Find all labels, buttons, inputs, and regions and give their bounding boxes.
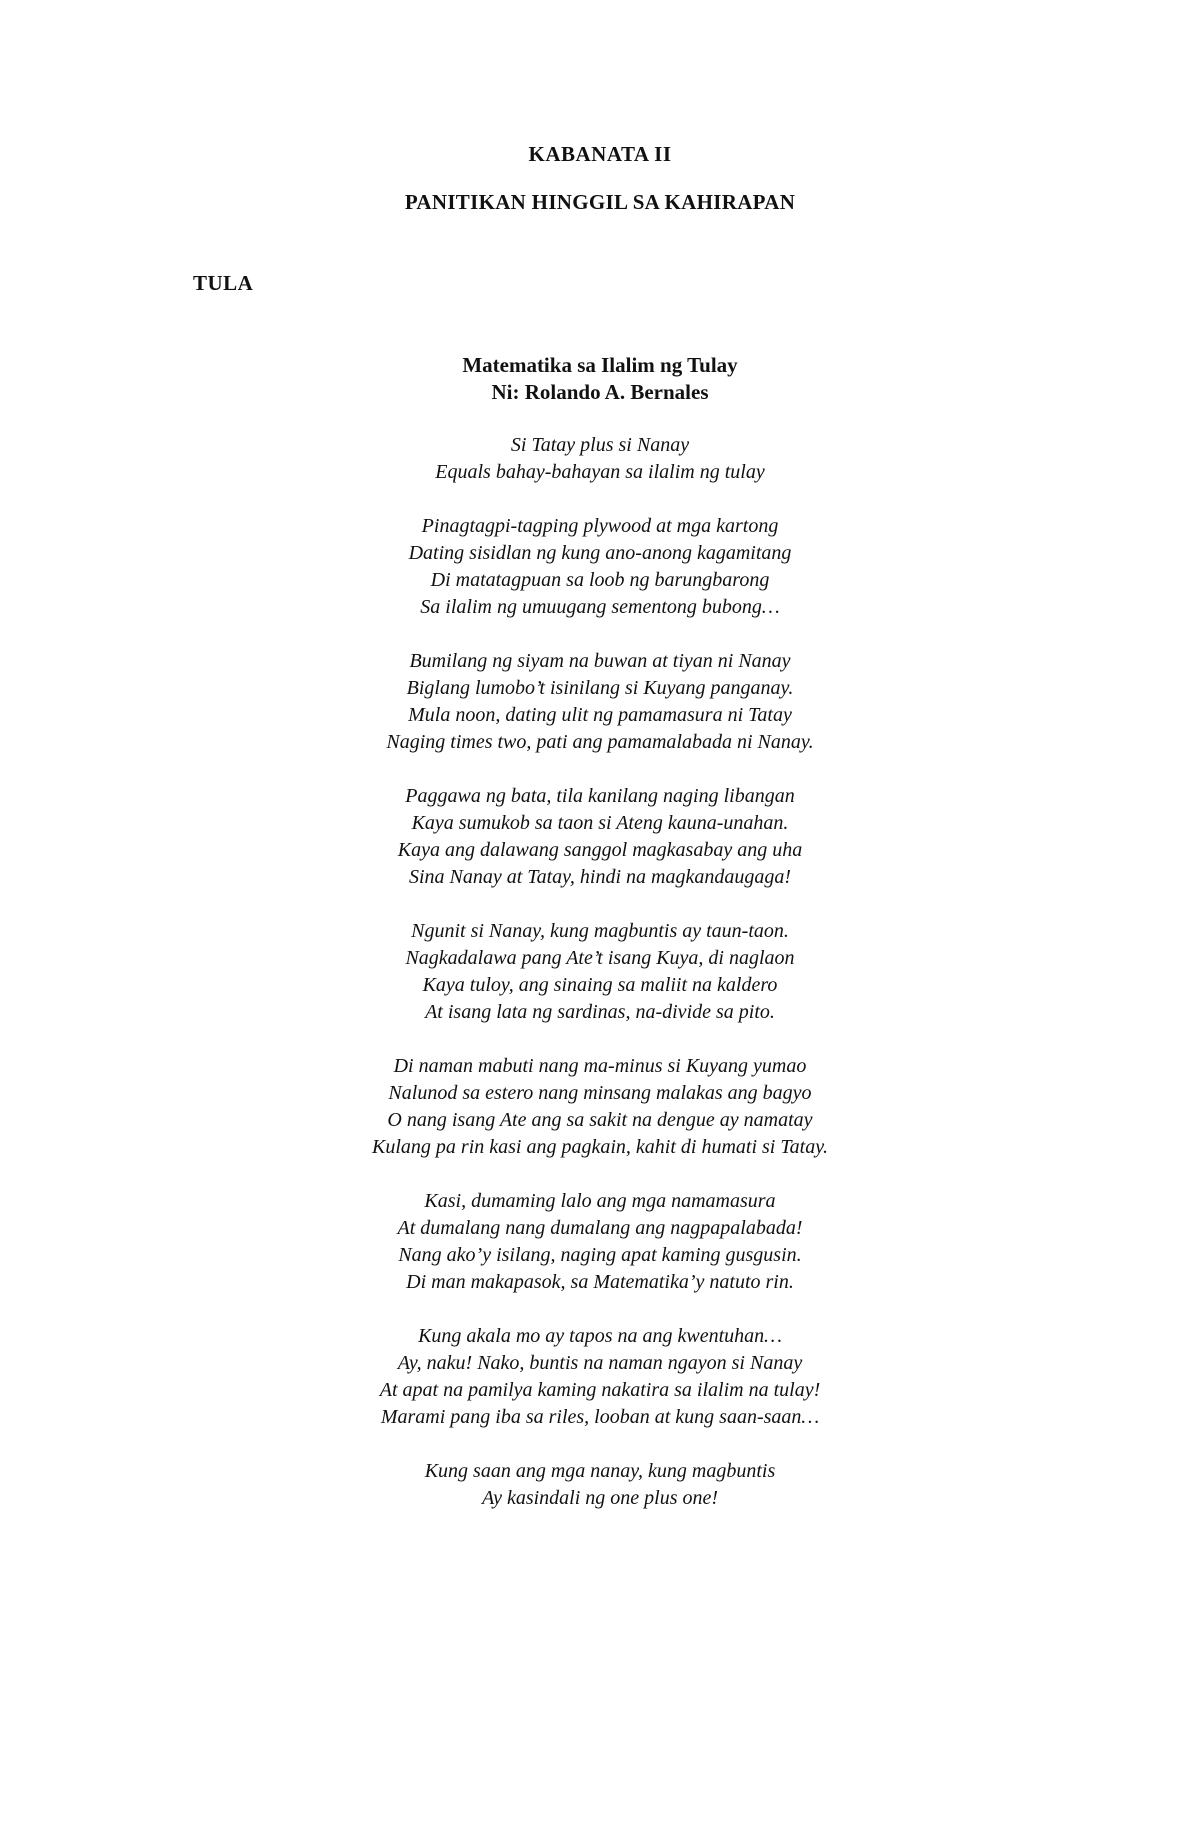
poem-line: Kulang pa rin kasi ang pagkain, kahit di humati si Tatay. — [372, 1136, 828, 1158]
stanza-5 — [0, 918, 1200, 1026]
stanza-9 — [0, 1458, 1200, 1512]
poem-line: Nalunod sa estero nang minsang malakas ang bagyo — [388, 1082, 812, 1104]
poem-line: Biglang lumobo’t isinilang si Kuyang panganay. — [406, 677, 794, 699]
poem-line: O nang isang Ate ang sa sakit na dengue ay namatay — [387, 1109, 813, 1131]
poem-line: Di naman mabuti nang ma-minus si Kuyang yumao — [393, 1055, 807, 1077]
stanza-8 — [0, 1323, 1200, 1431]
poem-line: Ay kasindali ng one plus one! — [481, 1487, 719, 1509]
poem-line: Sa ilalim ng umuugang sementong bubong… — [420, 596, 780, 618]
poem-line: Ay, naku! Nako, buntis na naman ngayon si Nanay — [397, 1352, 803, 1374]
poem-line: Kung saan ang mga nanay, kung magbuntis — [424, 1460, 776, 1482]
poem-line: Kasi, dumaming lalo ang mga namamasura — [424, 1190, 776, 1212]
poem-line: Pinagtagpi-tagping plywood at mga kartong — [421, 515, 779, 537]
poem-line: At apat na pamilya kaming nakatira sa ilalim na tulay! — [379, 1379, 821, 1401]
poem-line: Paggawa ng bata, tila kanilang naging libangan — [405, 785, 795, 807]
poem-line: Bumilang ng siyam na buwan at tiyan ni Nanay — [409, 650, 791, 672]
poem-line: Equals bahay-bahayan sa ilalim ng tulay — [435, 461, 765, 483]
poem-line: Ngunit si Nanay, kung magbuntis ay taun-taon. — [411, 920, 789, 942]
poem-line: At dumalang nang dumalang ang nagpapalabada! — [397, 1217, 803, 1239]
poem-line: Nagkadalawa pang Ate’t isang Kuya, di naglaon — [405, 947, 795, 969]
poem-line: Kaya ang dalawang sanggol magkasabay ang uha — [397, 839, 803, 861]
poem-line: Marami pang iba sa riles, looban at kung saan-saan… — [380, 1406, 820, 1428]
stanza-3 — [0, 648, 1200, 756]
poem-line: Nang ako’y isilang, naging apat kaming gusgusin. — [398, 1244, 802, 1266]
poem-line: Kung akala mo ay tapos na ang kwentuhan… — [418, 1325, 782, 1347]
poem-title: Matematika sa Ilalim ng Tulay — [462, 353, 738, 377]
section-heading: TULA — [193, 271, 254, 295]
stanza-1 — [0, 432, 1200, 486]
poem-line: At isang lata ng sardinas, na-divide sa pito. — [425, 1001, 775, 1023]
chapter-title: PANITIKAN HINGGIL SA KAHIRAPAN — [404, 190, 796, 214]
poem-line: Kaya sumukob sa taon si Ateng kauna-unahan. — [411, 812, 789, 834]
stanza-2 — [0, 513, 1200, 621]
poem-line: Di man makapasok, sa Matematika’y natuto rin. — [406, 1271, 794, 1293]
chapter-number: KABANATA II — [528, 142, 672, 166]
stanza-7 — [0, 1188, 1200, 1296]
poem-line: Kaya tuloy, ang sinaing sa maliit na kaldero — [422, 974, 778, 996]
poem-line: Sina Nanay at Tatay, hindi na magkandaugaga! — [408, 866, 792, 888]
poem-line: Si Tatay plus si Nanay — [510, 434, 690, 456]
stanza-4 — [0, 783, 1200, 891]
poem-body — [0, 432, 1200, 1539]
poem-author: Ni: Rolando A. Bernales — [491, 380, 709, 404]
stanza-6 — [0, 1053, 1200, 1161]
poem-header — [0, 352, 1200, 406]
poem-line: Naging times two, pati ang pamamalabada ni Nanay. — [386, 731, 814, 753]
poem-line: Mula noon, dating ulit ng pamamasura ni Tatay — [408, 704, 792, 726]
poem-line: Di matatagpuan sa loob ng barungbarong — [430, 569, 770, 591]
poem-line: Dating sisidlan ng kung ano-anong kagamitang — [408, 542, 792, 564]
